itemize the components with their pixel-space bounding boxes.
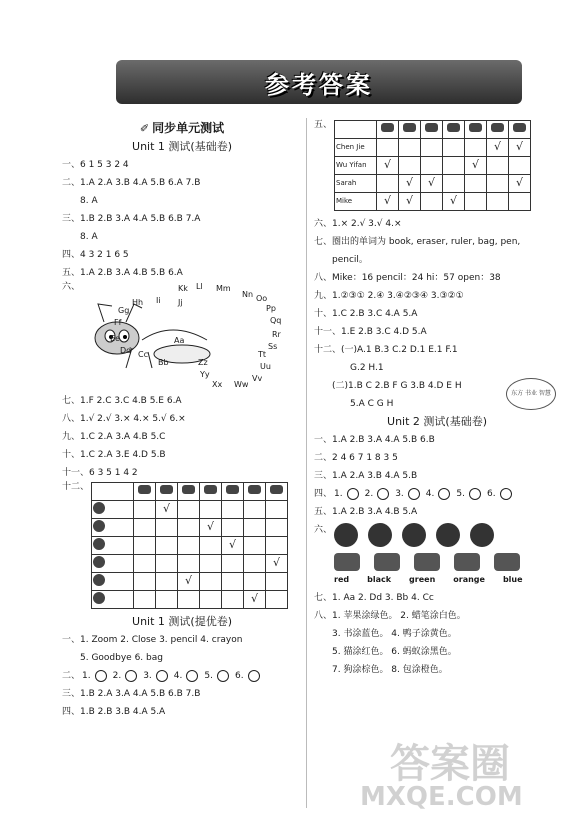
answer-line: 七、1.F 2.C 3.C 4.B 5.E 6.A <box>62 395 182 406</box>
school-item-icon <box>248 485 261 494</box>
answer-line: 三、1.A 2.A 3.B 4.A 5.B <box>314 470 418 481</box>
unit1-advanced-title: Unit 1 测试(提优卷) <box>132 615 232 628</box>
grid-cell <box>200 537 222 555</box>
grid-cell <box>222 501 244 519</box>
grid-cell <box>244 591 266 609</box>
pencil-icon: ✐ <box>139 122 150 135</box>
grid-row <box>335 175 531 193</box>
child-icon <box>93 574 105 586</box>
answer-line: G.2 H.1 <box>350 362 384 373</box>
question-label: 六、 <box>62 282 81 292</box>
item-number: 4. <box>173 670 183 681</box>
answer-line: 九、1.②③① 2.④ 3.④②③④ 3.③②① <box>314 290 464 301</box>
check-mark: √ <box>207 520 215 534</box>
smiley-face-icon <box>248 670 260 682</box>
grid-cell <box>134 501 156 519</box>
grid-row <box>335 157 531 175</box>
grid-cell <box>421 193 443 211</box>
check-mark: √ <box>494 140 502 154</box>
grid-header-cell <box>200 483 222 501</box>
grid-header-cell <box>399 121 421 139</box>
grid-row-header <box>92 591 134 609</box>
grid-cell <box>377 139 399 157</box>
grid-header-cell <box>377 121 399 139</box>
letter-label: Vv <box>252 374 263 383</box>
grid-header-cell <box>509 121 531 139</box>
grid-cell <box>156 555 178 573</box>
grid-cell <box>178 591 200 609</box>
answer-line: 三、1.B 2.B 3.A 4.A 5.B 6.B 7.A <box>62 213 201 224</box>
grid-header-row <box>335 121 531 139</box>
q12-block <box>62 482 302 609</box>
grid-cell <box>443 157 465 175</box>
letter-label: Nn <box>242 290 254 299</box>
smiley-face-icon <box>186 670 198 682</box>
answer-line-faces <box>314 485 560 503</box>
grid-cell <box>377 157 399 175</box>
answer-line: 十一、6 3 5 1 4 2 <box>62 467 138 478</box>
check-mark: √ <box>229 538 237 552</box>
grid-cell <box>465 193 487 211</box>
school-item-icon <box>469 123 482 132</box>
answer-line: 五、1.A 2.B 3.A 4.B 5.A <box>314 506 418 517</box>
school-item-icon <box>425 123 438 132</box>
grid-cell <box>134 573 156 591</box>
letter-label: Zz <box>198 358 208 367</box>
letter-label: Ww <box>234 380 249 389</box>
grid-cell <box>156 501 178 519</box>
grid-cell <box>377 175 399 193</box>
grid-row <box>92 537 288 555</box>
unit2-basic-title: Unit 2 测试(基础卷) <box>387 415 487 428</box>
answer-line: 八、Mike：16 pencil：24 hi：57 open：38 <box>314 272 501 283</box>
item-number: 5. <box>456 488 465 499</box>
grid-cell <box>156 591 178 609</box>
item-number: 2. <box>112 670 122 681</box>
grid-cell <box>421 175 443 193</box>
check-mark: √ <box>251 592 259 606</box>
answer-line: 一、1.A 2.B 3.A 4.A 5.B 6.B <box>314 434 435 445</box>
grid-cell <box>178 519 200 537</box>
grid-row <box>335 193 531 211</box>
item-number: 4. <box>425 488 435 499</box>
watermark-logo: 答案圈 <box>390 741 510 787</box>
sad-face-icon <box>408 488 420 500</box>
letter-label: Mm <box>216 284 231 293</box>
color-words <box>314 575 560 589</box>
child-icon <box>93 520 105 532</box>
answer-line: 七、1. Aa 2. Dd 3. Bb 4. Cc <box>314 592 434 603</box>
grid-cell <box>134 537 156 555</box>
grid-cell <box>244 519 266 537</box>
child-icon <box>93 592 105 604</box>
section-title: ✐ 同步单元测试 <box>139 121 225 135</box>
grid-cell <box>178 501 200 519</box>
grid-row <box>92 573 288 591</box>
grid-cell <box>200 501 222 519</box>
grid-cell <box>509 175 531 193</box>
school-item-icon <box>491 123 504 132</box>
pencil-case-icon <box>374 553 400 571</box>
column-divider <box>306 118 307 808</box>
grid-cell <box>487 175 509 193</box>
grid-cell <box>443 175 465 193</box>
letter-label: Yy <box>200 370 210 379</box>
grid-header-cell <box>421 121 443 139</box>
question-label: 六、 <box>314 525 333 535</box>
school-item-icon <box>160 485 173 494</box>
grid-header-row <box>92 483 288 501</box>
child-icon <box>436 523 460 547</box>
grid-cell <box>377 193 399 211</box>
check-mark: √ <box>163 502 171 516</box>
grid-cell <box>200 519 222 537</box>
color-word: green <box>409 575 436 584</box>
answer-key-banner <box>116 60 522 104</box>
answer-line: pencil。 <box>332 254 368 265</box>
grid-cell <box>487 139 509 157</box>
school-item-icon <box>447 123 460 132</box>
color-word: orange <box>453 575 485 584</box>
answer-line: 三、1.B 2.A 3.A 4.A 5.B 6.B 7.B <box>62 688 201 699</box>
grid-header-cell <box>156 483 178 501</box>
school-item-icon <box>403 123 416 132</box>
letter-label: Xx <box>212 380 223 389</box>
grid-cell <box>266 519 288 537</box>
grid-header-cell <box>134 483 156 501</box>
grid-row-header <box>92 501 134 519</box>
smiley-face-icon <box>125 670 137 682</box>
answer-line: 十二、(一)A.1 B.3 C.2 D.1 E.1 F.1 <box>314 344 458 355</box>
grid-header-cell <box>178 483 200 501</box>
grid-cell <box>443 193 465 211</box>
student-name: Chen Jie <box>335 139 377 157</box>
letter-label: Pp <box>266 304 276 313</box>
school-item-icon <box>182 485 195 494</box>
answer-line: 一、1. Zoom 2. Close 3. pencil 4. crayon <box>62 634 243 645</box>
grid-cell <box>200 555 222 573</box>
answer-line: 8. A <box>80 231 98 242</box>
grid-cell <box>244 555 266 573</box>
unit1-basic-title: Unit 1 测试(基础卷) <box>132 140 232 153</box>
check-mark: √ <box>516 176 524 190</box>
check-mark: √ <box>384 158 392 172</box>
grid-cell <box>200 591 222 609</box>
sad-face-icon <box>469 488 481 500</box>
grid-header-cell <box>487 121 509 139</box>
grid-row <box>335 139 531 157</box>
answer-line: 十一、1.E 2.B 3.C 4.D 5.A <box>314 326 427 337</box>
question-label: 四、 <box>314 488 333 499</box>
smiley-face-icon <box>377 488 389 500</box>
grid-row-header <box>92 555 134 573</box>
grid-cell <box>399 139 421 157</box>
grid-row <box>92 501 288 519</box>
grid-cell <box>465 157 487 175</box>
grid-row <box>92 555 288 573</box>
grid-header-cell <box>222 483 244 501</box>
answer-line: 5. Goodbye 6. bag <box>80 652 163 663</box>
grid-cell <box>266 555 288 573</box>
letter-label: Ff <box>114 318 122 327</box>
grid-cell <box>266 591 288 609</box>
grid-cell <box>134 519 156 537</box>
answer-line: 二、2 4 6 7 1 8 3 5 <box>314 452 398 463</box>
child-icon <box>402 523 426 547</box>
check-mark: √ <box>428 176 436 190</box>
grid-cell <box>222 555 244 573</box>
smiley-face-icon <box>500 488 512 500</box>
letter-label: Dd <box>120 346 132 355</box>
grid-cell <box>200 573 222 591</box>
grid-cell <box>509 157 531 175</box>
student-name: Wu Yifan <box>335 157 377 175</box>
answer-line: 十、1.C 2.B 3.C 4.A 5.A <box>314 308 418 319</box>
school-item-icon <box>204 485 217 494</box>
grid-cell <box>421 139 443 157</box>
letter-label: Ll <box>196 282 203 291</box>
grid-cell <box>399 175 421 193</box>
school-item-icon <box>226 485 239 494</box>
grid-cell <box>244 501 266 519</box>
q5-block <box>314 120 560 211</box>
crayon-icon <box>414 553 440 571</box>
banner-title: 参考答案 <box>265 70 373 99</box>
item-number: 5. <box>204 670 213 681</box>
answer-line: 八、1.√ 2.√ 3.× 4.× 5.√ 6.× <box>62 413 186 424</box>
grid-row <box>92 591 288 609</box>
question-label: 二、 <box>62 670 81 681</box>
check-mark: √ <box>273 556 281 570</box>
question-label: 五、 <box>314 120 333 130</box>
check-mark: √ <box>384 194 392 208</box>
smiley-face-icon <box>95 670 107 682</box>
school-item-icon <box>381 123 394 132</box>
ant-letter-drawing <box>62 282 302 392</box>
answer-line: (二)1.B C 2.B F G 3.B 4.D E H <box>332 380 462 391</box>
grid-header-cell <box>465 121 487 139</box>
letter-label: Qq <box>270 316 282 325</box>
grid-cell <box>487 193 509 211</box>
school-item-icon <box>513 123 526 132</box>
grid-cell <box>421 157 443 175</box>
grid-cell <box>222 591 244 609</box>
name-matching-grid <box>334 120 531 211</box>
bag-icon <box>334 553 360 571</box>
grid-header-cell <box>244 483 266 501</box>
answer-line: 5.A C G H <box>350 398 394 409</box>
grid-cell <box>266 501 288 519</box>
letter-label: Gg <box>118 306 130 315</box>
student-name: Sarah <box>335 175 377 193</box>
question-label: 十二、 <box>62 482 90 492</box>
letter-label: Hh <box>132 298 144 307</box>
check-mark: √ <box>185 574 193 588</box>
color-word: blue <box>502 575 523 584</box>
grid-cell <box>222 519 244 537</box>
grid-cell <box>399 193 421 211</box>
matching-grid <box>91 482 288 609</box>
answer-line: 七、圈出的单词为 book, eraser, ruler, bag, pen, <box>314 236 521 247</box>
letter-label: Rr <box>272 330 281 339</box>
letter-label: Cc <box>138 350 148 359</box>
child-icon <box>93 502 105 514</box>
item-number: 3. <box>395 488 404 499</box>
letter-label: Bb <box>158 358 169 367</box>
child-icon <box>93 556 105 568</box>
letter-label: Kk <box>178 284 188 293</box>
child-icon <box>368 523 392 547</box>
answer-line: 六、1.× 2.√ 3.√ 4.× <box>314 218 402 229</box>
student-name: Mike <box>335 193 377 211</box>
answer-line: 二、1.A 2.A 3.B 4.A 5.B 6.A 7.B <box>62 177 201 188</box>
kids-row <box>314 521 560 549</box>
answer-line: 8. A <box>80 195 98 206</box>
grid-header-cell <box>266 483 288 501</box>
grid-row <box>92 519 288 537</box>
grid-cell <box>266 537 288 555</box>
answer-line: 九、1.C 2.A 3.A 4.B 5.C <box>62 431 166 442</box>
item-number: 1. <box>82 670 91 681</box>
item-number: 3. <box>143 670 152 681</box>
school-item-icon <box>270 485 283 494</box>
grid-cell <box>178 555 200 573</box>
book-icon <box>494 553 520 571</box>
grid-cell <box>244 573 266 591</box>
grid-cell <box>399 157 421 175</box>
grid-corner <box>335 121 377 139</box>
matching-picture <box>314 521 560 589</box>
check-mark: √ <box>406 194 414 208</box>
grid-row-header <box>92 573 134 591</box>
answer-line: 5. 猫涂红色。 6. 蚂蚁涂黑色。 <box>332 646 457 657</box>
grid-cell <box>465 175 487 193</box>
item-number: 2. <box>364 488 374 499</box>
color-word: red <box>334 575 350 584</box>
grid-cell <box>134 555 156 573</box>
answer-line-faces <box>62 667 302 685</box>
check-mark: √ <box>406 176 414 190</box>
answer-line: 一、6 1 5 3 2 4 <box>62 159 129 170</box>
answer-line: 四、4 3 2 1 6 5 <box>62 249 129 260</box>
child-icon <box>93 538 105 550</box>
grid-row-header <box>92 537 134 555</box>
grid-cell <box>156 573 178 591</box>
letter-label: Aa <box>174 336 185 345</box>
ruler-icon <box>454 553 480 571</box>
check-mark: √ <box>450 194 458 208</box>
grid-cell <box>178 573 200 591</box>
sad-face-icon <box>156 670 168 682</box>
item-number: 6. <box>234 670 244 681</box>
grid-cell <box>156 537 178 555</box>
grid-cell <box>509 139 531 157</box>
grid-cell <box>222 573 244 591</box>
check-mark: √ <box>472 158 480 172</box>
grid-cell <box>244 537 266 555</box>
color-word: black <box>367 575 392 584</box>
item-number: 1. <box>334 488 343 499</box>
letter-label: Uu <box>260 362 271 371</box>
smiley-face-icon <box>347 488 359 500</box>
smiley-face-icon <box>438 488 450 500</box>
child-icon <box>334 523 358 547</box>
grid-cell <box>134 591 156 609</box>
answer-line: 3. 书涂蓝色。 4. 鸭子涂黄色。 <box>332 628 457 639</box>
right-column <box>314 120 560 679</box>
letter-label: Ii <box>156 296 161 305</box>
grid-cell <box>487 157 509 175</box>
grid-header-cell <box>443 121 465 139</box>
child-icon <box>470 523 494 547</box>
grid-cell <box>156 519 178 537</box>
answer-line: 7. 狗涂棕色。 8. 包涂橙色。 <box>332 664 448 675</box>
grid-cell <box>178 537 200 555</box>
letter-label: Tt <box>258 350 267 359</box>
letter-label: Ee <box>110 334 120 343</box>
letter-label: Ss <box>268 342 278 351</box>
grid-cell <box>443 139 465 157</box>
letter-label: Jj <box>178 298 183 307</box>
grid-cell <box>465 139 487 157</box>
answer-line: 十、1.C 2.A 3.E 4.D 5.B <box>62 449 166 460</box>
answer-line: 五、1.A 2.B 3.A 4.B 5.B 6.A <box>62 267 183 278</box>
item-number: 6. <box>486 488 496 499</box>
answer-line: 四、1.B 2.B 3.B 4.A 5.A <box>62 706 166 717</box>
letter-label: Oo <box>256 294 268 303</box>
grid-cell <box>509 193 531 211</box>
check-mark: √ <box>516 140 524 154</box>
watermark-url: MXQE.COM <box>360 782 523 812</box>
answer-line: 八、1. 苹果涂绿色。 2. 蜡笔涂白色。 <box>314 610 466 621</box>
publisher-stamp: 东方 书业 智慧 <box>506 378 556 410</box>
grid-cell <box>266 573 288 591</box>
grid-corner <box>92 483 134 501</box>
objects-row <box>314 549 560 575</box>
grid-row-header <box>92 519 134 537</box>
school-item-icon <box>138 485 151 494</box>
sad-face-icon <box>217 670 229 682</box>
left-column <box>62 118 302 721</box>
grid-cell <box>222 537 244 555</box>
